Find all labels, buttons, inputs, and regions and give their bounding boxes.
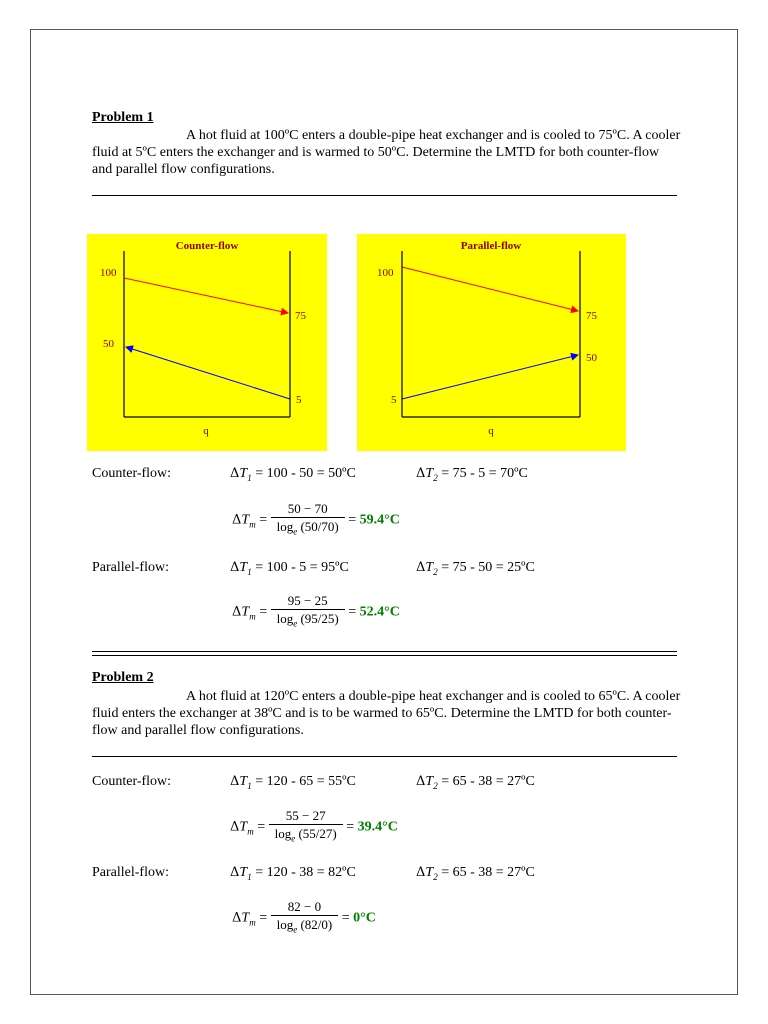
p1-parallel-dt2: $\Delta T_2 = 75 - 50$ = 25ºC xyxy=(416,560,535,577)
hot-fluid-line xyxy=(124,278,288,313)
tick-label-5: 5 xyxy=(296,394,302,406)
problem2-statement xyxy=(92,688,682,739)
p2-counter-lmtd-equation: $\Delta T_m$ = $\frac{55 - 27}{\log_e (55/27)}$ = 39.4°C xyxy=(230,807,398,848)
tick-label-75: 75 xyxy=(295,310,306,322)
p1-parallel-dt1: $\Delta T_1 = 100 - 5$ = 95ºC xyxy=(230,560,349,577)
p1-counter-dt1: $\Delta T_1 = 100 - 50$ = 50ºC xyxy=(230,466,356,483)
problem1-title: Problem 1 xyxy=(92,110,154,125)
p2-counter-result: 39.4°C xyxy=(357,819,398,835)
parallel-flow-chart-svg xyxy=(357,234,626,451)
tick-label-75: 75 xyxy=(586,310,597,322)
problem2-divider xyxy=(92,756,677,757)
counter-flow-chart xyxy=(87,234,327,451)
p2-parallel-result: 0°C xyxy=(353,910,376,926)
lmtd-fraction: $\frac{95 - 25}{\log_e (95/25)}$ xyxy=(271,592,345,633)
hot-fluid-line xyxy=(402,267,578,311)
problem1-statement-rest: A cooler fluid at 5ºC enters the exchanger and is warmed to 50ºC. Determine the LMTD for both counter-flow and parallel flow configurations. xyxy=(92,128,681,177)
p1-parallel-label: Parallel-flow: xyxy=(92,560,169,575)
problem1-divider xyxy=(92,195,677,196)
problem1-statement xyxy=(92,127,682,178)
tick-label-50: 50 xyxy=(586,352,597,364)
cold-fluid-line xyxy=(126,347,290,399)
problem2-statement-rest: A cooler fluid enters the exchanger at 38ºC and is to be warmed to 65ºC. Determine the LMTD for both counter-flow and parallel flow configurations. xyxy=(92,689,681,738)
parallel-flow-chart xyxy=(357,234,626,451)
cold-fluid-line xyxy=(402,355,578,399)
problem2-statement-line1: A hot fluid at 120ºC enters a double-pipe heat exchanger and is cooled to 65ºC. xyxy=(186,689,630,704)
counter-flow-chart-svg xyxy=(87,234,327,451)
p2-counter-dt1: $\Delta T_1 = 120 - 65$ = 55ºC xyxy=(230,774,356,791)
p1-counter-label: Counter-flow: xyxy=(92,466,172,481)
tick-label-100: 100 xyxy=(100,267,117,279)
lmtd-fraction: $\frac{55 - 27}{\log_e (55/27)}$ xyxy=(269,807,343,848)
problem2-title: Problem 2 xyxy=(92,670,154,685)
problem1-statement-line1: A hot fluid at 100ºC enters a double-pipe heat exchanger and is cooled to 75ºC. xyxy=(186,128,630,143)
tick-label-100: 100 xyxy=(377,267,394,279)
lmtd-fraction: $\frac{82 - 0}{\log_e (82/0)}$ xyxy=(271,898,339,939)
chart-title: Counter-flow xyxy=(175,240,239,252)
p1-counter-dt2: $\Delta T_2 = 75 - 5$ = 70ºC xyxy=(416,466,528,483)
tick-label-5: 5 xyxy=(391,394,397,406)
lmtd-fraction: $\frac{50 - 70}{\log_e (50/70)}$ xyxy=(271,500,345,541)
section-double-divider xyxy=(92,651,677,656)
p1-counter-lmtd-equation: $\Delta T_m$ = $\frac{50 - 70}{\log_e (50/70)}$ = 59.4°C xyxy=(232,500,400,541)
chart-title: Parallel-flow xyxy=(460,240,522,252)
p1-counter-result: 59.4°C xyxy=(359,512,400,528)
tick-label-50: 50 xyxy=(103,338,114,350)
p2-counter-label: Counter-flow: xyxy=(92,774,172,789)
p2-parallel-label: Parallel-flow: xyxy=(92,865,169,880)
p1-parallel-lmtd-equation: $\Delta T_m$ = $\frac{95 - 25}{\log_e (95/25)}$ = 52.4°C xyxy=(232,592,400,633)
p2-parallel-lmtd-equation: $\Delta T_m$ = $\frac{82 - 0}{\log_e (82/0)}$ = 0°C xyxy=(232,898,376,939)
p1-parallel-result: 52.4°C xyxy=(359,604,400,620)
x-axis-label: q xyxy=(203,425,209,437)
p2-parallel-dt2: $\Delta T_2 = 65 - 38$ = 27ºC xyxy=(416,865,535,882)
x-axis-label: q xyxy=(488,425,494,437)
p2-parallel-dt1: $\Delta T_1 = 120 - 38$ = 82ºC xyxy=(230,865,356,882)
p2-counter-dt2: $\Delta T_2 = 65 - 38$ = 27ºC xyxy=(416,774,535,791)
